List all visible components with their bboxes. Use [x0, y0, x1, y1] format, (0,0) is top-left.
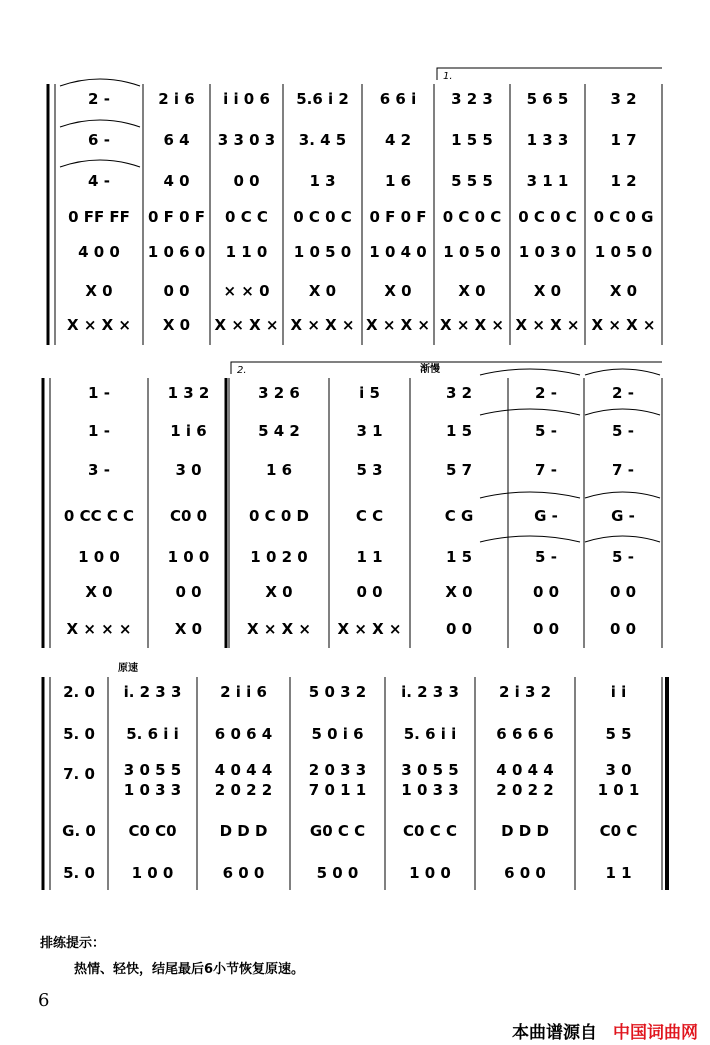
note-group: X 0	[445, 583, 473, 601]
note-group: 5 -	[535, 422, 557, 440]
note-group: D D D	[219, 822, 268, 840]
note-group: 0 FF FF	[68, 208, 130, 226]
tie	[480, 492, 580, 498]
note-group: 0 C 0 C	[293, 208, 352, 226]
note-group: 0 0	[175, 583, 202, 601]
volta-number: 1.	[443, 71, 453, 82]
note-group: 1 5	[445, 548, 473, 566]
note-group: X × X ×	[67, 316, 131, 334]
note-group: 0 C C	[225, 208, 268, 226]
note-group: 6 6 i	[379, 90, 417, 108]
note-group: 0 F 0 F	[147, 208, 206, 226]
note-group: 5 6 5	[526, 90, 569, 108]
note-group: 1 0 0	[131, 864, 174, 882]
note-group: 0 F 0 F	[369, 208, 427, 226]
note-group: 3 0	[175, 461, 202, 479]
note-group: 1 0 4 0	[369, 243, 427, 261]
volta-number: 2.	[237, 365, 247, 376]
note-group: 5. 0	[63, 864, 95, 882]
note-group: 4 0 0	[78, 243, 120, 261]
note-group-upper: 3 0	[605, 761, 632, 779]
note-group: 1 1 0	[225, 243, 268, 261]
note-group: X 0	[384, 282, 412, 300]
note-group: 1 -	[88, 422, 110, 440]
note-group: i. 2 3 3	[123, 683, 182, 701]
note-group: X × × ×	[66, 620, 132, 638]
note-group: 1 2	[610, 172, 637, 190]
note-group: 3 2 3	[451, 90, 493, 108]
note-group: G. 0	[62, 822, 96, 840]
note-group: X 0	[174, 620, 203, 638]
rehearsal-hint-text: 热情、轻快，结尾最后6小节恢复原速。	[74, 962, 305, 977]
slur	[60, 120, 140, 127]
note-group: X × X ×	[290, 316, 355, 334]
note-group: X 0	[458, 282, 486, 300]
note-group: 6 0 0	[222, 864, 265, 882]
note-group: 1 0 0	[167, 548, 210, 566]
tie	[480, 369, 580, 375]
note-group: 5 -	[612, 548, 634, 566]
note-group: 3 -	[88, 461, 110, 479]
note-group-upper: 4 0 4 4	[214, 761, 273, 779]
note-group: X 0	[85, 583, 113, 601]
note-group: 0 0	[445, 620, 473, 638]
note-group: 5 7	[445, 461, 473, 479]
tie	[585, 369, 660, 375]
note-group: 0 0	[532, 620, 560, 638]
note-group: 3 2	[610, 90, 637, 108]
tempo-marking: 渐慢	[420, 364, 440, 375]
note-group: 5. 6 i i	[126, 725, 179, 743]
note-group-upper: 3 0 5 5	[123, 761, 182, 779]
note-group: 2 -	[88, 90, 110, 108]
note-group: 5. 0	[63, 725, 95, 743]
note-group: 0 0	[233, 172, 260, 190]
note-group: 0 0	[356, 583, 383, 601]
note-group: X × X ×	[591, 316, 656, 334]
note-group: X × X ×	[440, 316, 504, 334]
page-number: 6	[38, 990, 50, 1011]
note-group: 5 -	[612, 422, 634, 440]
note-group: 5 0 0	[316, 864, 359, 882]
note-group: 1 1	[605, 864, 632, 882]
slur	[60, 79, 140, 86]
tie	[585, 409, 660, 415]
note-group: 3. 4 5	[298, 131, 347, 149]
note-group: 5.6 i 2	[296, 90, 349, 108]
note-group: C0 C0	[128, 822, 177, 840]
note-group: 2 i 3 2	[498, 683, 552, 701]
note-group: C G	[444, 507, 474, 525]
note-group: 2. 0	[63, 683, 95, 701]
note-group-upper: 4 0 4 4	[496, 761, 554, 779]
note-group: 3 1	[356, 422, 383, 440]
note-group-upper: 2 0 3 3	[308, 761, 367, 779]
note-group: 5 0 3 2	[308, 683, 367, 701]
note-group: 2 -	[535, 384, 557, 402]
note-group-lower: 7 0 1 1	[308, 781, 367, 799]
note-group: 5 4 2	[258, 422, 300, 440]
note-group: i. 2 3 3	[401, 683, 459, 701]
note-group-lower: 1 0 3 3	[401, 781, 459, 799]
note-group: C C	[355, 507, 384, 525]
note-group: 6 0 6 4	[214, 725, 273, 743]
note-group-lower: 2 0 2 2	[214, 781, 273, 799]
note-group: 3 2	[445, 384, 473, 402]
note-group: 5. 6 i i	[403, 725, 457, 743]
note-group-lower: 1 0 1	[597, 781, 640, 799]
note-group: C0 C C	[403, 822, 457, 840]
note-group: X × X ×	[337, 620, 402, 638]
note-group: 1 7	[610, 131, 637, 149]
note-group: 1 6	[265, 461, 293, 479]
note-group: X 0	[162, 316, 191, 334]
source-footer	[512, 1018, 698, 1043]
note-group: D D D	[501, 822, 549, 840]
note-group: X 0	[308, 282, 337, 300]
note-group: 5 -	[535, 548, 557, 566]
note-group: 5 5 5	[451, 172, 493, 190]
note-group: 0 0	[163, 282, 190, 300]
note-group: 1 i 6	[170, 422, 207, 440]
note-group: C0 C	[599, 822, 638, 840]
note-group: 1 1	[356, 548, 383, 566]
note-group: 1 3 3	[526, 131, 569, 149]
note-group: 1 -	[88, 384, 110, 402]
note-group: 0 CC C C	[63, 507, 135, 525]
note-group: i i	[610, 683, 627, 701]
note-group: 1 0 6 0	[147, 243, 206, 261]
note-group: 1 0 3 0	[518, 243, 577, 261]
note-group: 6 -	[88, 131, 110, 149]
tie	[585, 492, 660, 498]
note-group: 2 i i 6	[220, 683, 267, 701]
note-group: 7. 0	[63, 765, 95, 783]
note-group: X 0	[265, 583, 293, 601]
slur	[60, 160, 140, 167]
note-group: 1 0 5 0	[443, 243, 501, 261]
note-group: 0 0	[609, 620, 637, 638]
note-group: 1 5 5	[451, 131, 493, 149]
rehearsal-hint-title: 排练提示：	[40, 936, 106, 951]
note-group: G0 C C	[309, 822, 366, 840]
note-group: G -	[611, 507, 635, 525]
note-group: 0 C 0 C	[518, 208, 577, 226]
note-group: X × X ×	[214, 316, 279, 334]
note-group: 7 -	[612, 461, 634, 479]
note-group: X 0	[85, 282, 113, 300]
note-group: 1 0 2 0	[250, 548, 308, 566]
note-group: 1 0 0	[409, 864, 451, 882]
note-group: 0 C 0 G	[593, 208, 654, 226]
note-group: 0 C 0 C	[442, 208, 502, 226]
note-group: × × 0	[223, 282, 270, 300]
note-group-lower: 2 0 2 2	[496, 781, 554, 799]
note-group: 1 5	[445, 422, 473, 440]
note-group: 1 3 2	[167, 384, 210, 402]
note-group: 1 6	[384, 172, 412, 190]
note-group: 6 6 6 6	[496, 725, 554, 743]
note-group: X 0	[533, 282, 562, 300]
note-group: 1 0 5 0	[594, 243, 653, 261]
note-group: 6 4	[163, 131, 190, 149]
note-group: 7 -	[535, 461, 557, 479]
note-group: 2 -	[612, 384, 634, 402]
note-group: X × X ×	[366, 316, 430, 334]
note-group: i i 0 6	[223, 90, 270, 108]
tie	[480, 536, 580, 542]
volta-bracket	[437, 68, 662, 80]
tie	[480, 409, 580, 415]
note-group: 0 0	[609, 583, 637, 601]
note-group: 5 0 i 6	[311, 725, 364, 743]
tie	[585, 536, 660, 542]
note-group: 1 3	[309, 172, 336, 190]
note-group: 6 0 0	[504, 864, 546, 882]
note-group: 0 C 0 D	[249, 507, 309, 525]
note-group: C0 0	[169, 507, 208, 525]
note-group: 4 -	[88, 172, 110, 190]
note-group: G -	[534, 507, 558, 525]
tempo-marking: 原速	[118, 663, 138, 674]
note-group: 5 5	[605, 725, 632, 743]
note-group: 3 1 1	[526, 172, 569, 190]
note-group: 3 3 0 3	[217, 131, 276, 149]
footer-source-label: 本曲谱源自	[512, 1023, 597, 1043]
note-group: 1 0 0	[78, 548, 120, 566]
note-group: X × X ×	[247, 620, 311, 638]
note-group: 4 2	[384, 131, 412, 149]
note-group: 5 3	[356, 461, 383, 479]
note-group: 4 0	[163, 172, 190, 190]
note-group: i 5	[359, 384, 380, 402]
note-group: X × X ×	[515, 316, 580, 334]
note-group: 0 0	[532, 583, 560, 601]
site-name: 中国词曲网	[613, 1023, 698, 1043]
note-group: 1 0 5 0	[293, 243, 352, 261]
note-group: X 0	[609, 282, 638, 300]
note-group-lower: 1 0 3 3	[123, 781, 182, 799]
note-group-upper: 3 0 5 5	[401, 761, 459, 779]
note-group: 2 i 6	[158, 90, 195, 108]
note-group: 3 2 6	[258, 384, 300, 402]
